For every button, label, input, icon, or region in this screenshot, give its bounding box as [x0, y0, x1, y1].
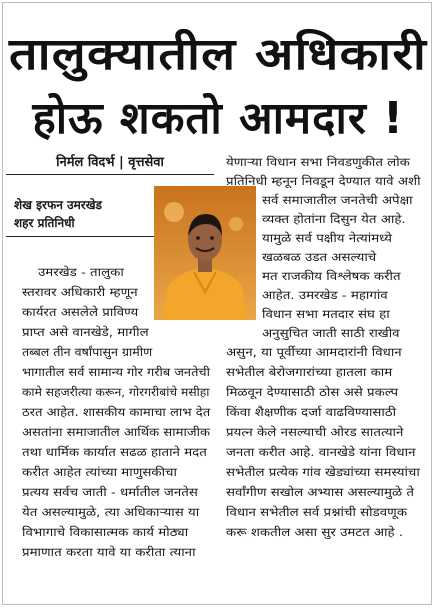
- right-column-line: सभेतील प्रत्येक गांव खेड्यांच्या समस्यांचा: [226, 465, 420, 479]
- author-name: शेख इरफन उमरखेड: [14, 198, 102, 212]
- left-column-line: प्रमाणात करता यावे या करीता त्याना: [22, 545, 196, 559]
- right-column-line: अनुसुचित जाती साठी राखीव: [262, 326, 400, 340]
- left-column-line: तथा धार्मिक कार्यात सढळ हाताने मदत: [22, 445, 207, 459]
- right-column-line: खळबळ उडत असल्याचे: [262, 250, 377, 264]
- right-column-line: विधान सभा मतदार संघ हा: [262, 307, 390, 321]
- reporter-photo: [154, 186, 256, 320]
- left-column-line: कामे सहजरीत्या करून, गोरगरीबांचे मसीहा: [22, 385, 210, 399]
- left-column-line: कार्यरत असलेले प्राविण्य: [22, 305, 139, 319]
- left-column-line: स्तरावर अधिकारी म्हणून: [22, 285, 138, 299]
- left-column-line: विभागाचे विकासात्मक कार्य मोठ्या: [22, 525, 189, 539]
- left-column-line: असतांना समाजातील आर्थिक सामाजीक: [22, 425, 211, 439]
- left-column-line: येत असल्यामुळे, त्या अधिकाऱ्यास या: [22, 505, 200, 519]
- left-column-line: ठरत आहेत. शासकीय कामाचा लाभ देत: [22, 405, 211, 419]
- left-column-line: प्रत्यय सर्वच जाती - धर्मातील जनतेस: [22, 485, 198, 499]
- right-column-line: जनता करीत आहे. वानखेडे यांना विधान: [226, 445, 416, 459]
- right-column-line: येणाऱ्या विधान सभा निवडणुकीत लोक: [226, 155, 410, 169]
- byline: निर्मल विदर्भ | वृत्तसेवा: [56, 155, 164, 170]
- left-column-line: उमरखेड - तालुका: [38, 265, 124, 279]
- left-column-line: करीत आहेत त्यांच्या माणुसकीचा: [22, 465, 177, 479]
- right-column-line: सर्वांगीण सखोल अभ्यास असल्यामुळे ते: [226, 485, 414, 499]
- right-column-line: असुन, या पूर्वीच्या आमदारांनी विधान: [226, 345, 402, 359]
- byline-rule: [6, 174, 214, 175]
- right-column-line: विधान सभेतील सर्व प्रश्नांची सोडवणूक: [226, 505, 408, 519]
- author-role: शहर प्रतिनिधी: [14, 216, 75, 230]
- left-column-line: तब्बल तीन वर्षांपासुन ग्रामीण: [22, 345, 153, 359]
- right-column-line: प्रयत्न केले नसल्याची ओरड सातत्याने: [226, 425, 404, 439]
- right-column-line: करू शकतील असा सुर उमटत आहे .: [226, 525, 404, 539]
- right-column-line: मिळवून देण्यासाठी ठोस असे प्रकल्प: [226, 385, 399, 399]
- right-column-line: प्रतिनिधी म्हनून निवडून देण्यात यावे अशी: [226, 174, 421, 188]
- left-column-line: भागातील सर्व सामान्य गोर गरीब जनतेची: [22, 365, 210, 379]
- left-column-line: प्राप्त असे वानखेडे, मागील: [22, 325, 149, 339]
- right-column-line: किंवा शैक्षणीक दर्जा वाढविण्यासाठी: [226, 405, 397, 419]
- right-column-line: मत राजकीय विश्लेषक करीत: [262, 269, 401, 283]
- right-column-line: व्यक्त होतांना दिसुन येत आहे.: [262, 212, 406, 226]
- right-column-line: आहेत. उमरखेड - महागांव: [262, 288, 388, 302]
- right-column-line: सर्व समाजातील जनतेची अपेक्षा: [262, 193, 413, 207]
- right-column-line: सभेतील बेरोजगारांच्या हातला काम: [226, 365, 393, 379]
- headline-line-2: होऊ शकतो आमदार !: [32, 93, 404, 144]
- right-column-line: यामुळे सर्व पक्षीय नेत्यांमध्ये: [262, 231, 392, 245]
- headline-line-1: तालुक्यातील अधिकारी: [8, 29, 428, 80]
